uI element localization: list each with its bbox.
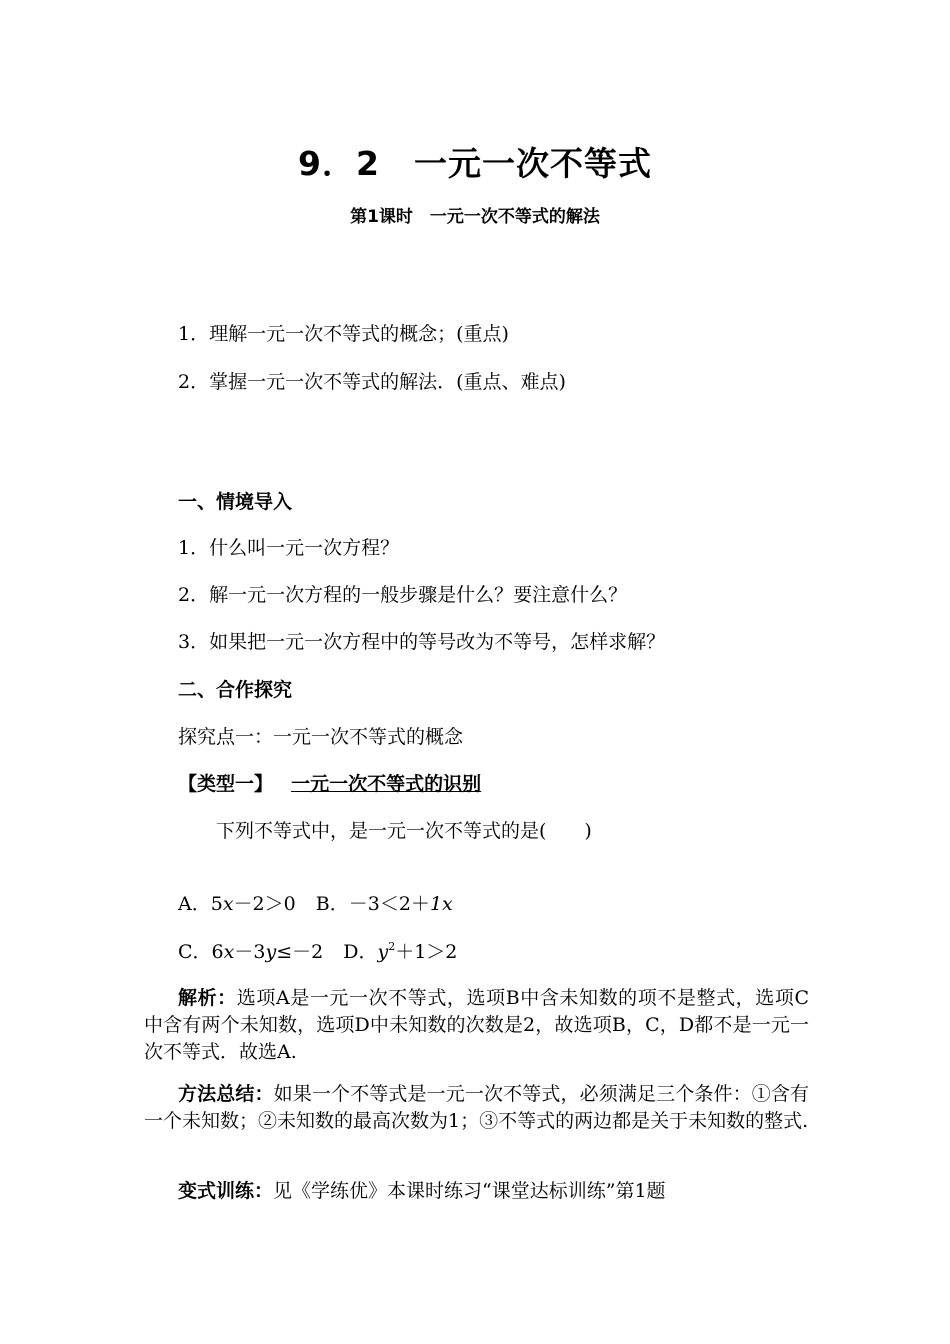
option-d-label: D．: [343, 941, 378, 963]
objective-1: 1．理解一元一次不等式的概念；(重点): [178, 323, 509, 345]
variant-paragraph: 变式训练：见《学练优》本课时练习“课堂达标训练”第1题: [178, 1180, 666, 1202]
analysis-paragraph: 解析：选项A是一元一次不等式，选项B中含未知数的项不是整式，选项C中含有两个未知数，选项D中未知数的次数是2，故选项B，C，D都不是一元一次不等式．故选A.: [144, 987, 809, 1063]
variant-label: 变式训练：: [178, 1180, 274, 1202]
type-title: 一元一次不等式的识别: [291, 773, 482, 795]
type-heading: [178, 772, 481, 796]
objective-2: 2．掌握一元一次不等式的解法．(重点、难点): [178, 371, 566, 393]
type-label: 【类型一】: [178, 773, 274, 795]
intro-question-3: 3．如果把一元一次方程中的等号改为不等号，怎样求解？: [178, 631, 666, 653]
section-heading-explore: 二、合作探究: [178, 679, 293, 701]
section-heading-intro: 一、情境导入: [178, 491, 293, 513]
analysis-label: 解析：: [178, 987, 237, 1009]
options-row-ab: A．5x－2＞0 B．－3＜2＋1x: [178, 893, 453, 915]
example-question: 下列不等式中，是一元一次不等式的是( ): [216, 820, 592, 842]
fraction-1-over-x: 1x: [429, 893, 453, 915]
var-x: x: [222, 893, 234, 915]
options-row-cd: C．6x－3y≤－2 D．$y^2+1>2$: [178, 940, 458, 963]
intro-question-2: 2．解一元一次方程的一般步骤是什么？要注意什么？: [178, 584, 628, 606]
method-label: 方法总结：: [178, 1083, 274, 1105]
intro-question-1: 1．什么叫一元一次方程？: [178, 537, 400, 559]
page-title: 9．2 一元一次不等式: [298, 144, 652, 183]
option-b-label: B．: [315, 893, 349, 915]
option-c-label: C．: [178, 941, 212, 963]
lesson-subtitle: 第1课时 一元一次不等式的解法: [350, 207, 600, 227]
option-a-label: A．: [178, 893, 211, 915]
explore-point: 探究点一：一元一次不等式的概念: [178, 726, 464, 748]
method-paragraph: 方法总结：如果一个不等式是一元一次不等式，必须满足三个条件：①含有一个未知数；②未知数的最高次数为1；③不等式的两边都是关于未知数的整式.: [144, 1083, 809, 1132]
